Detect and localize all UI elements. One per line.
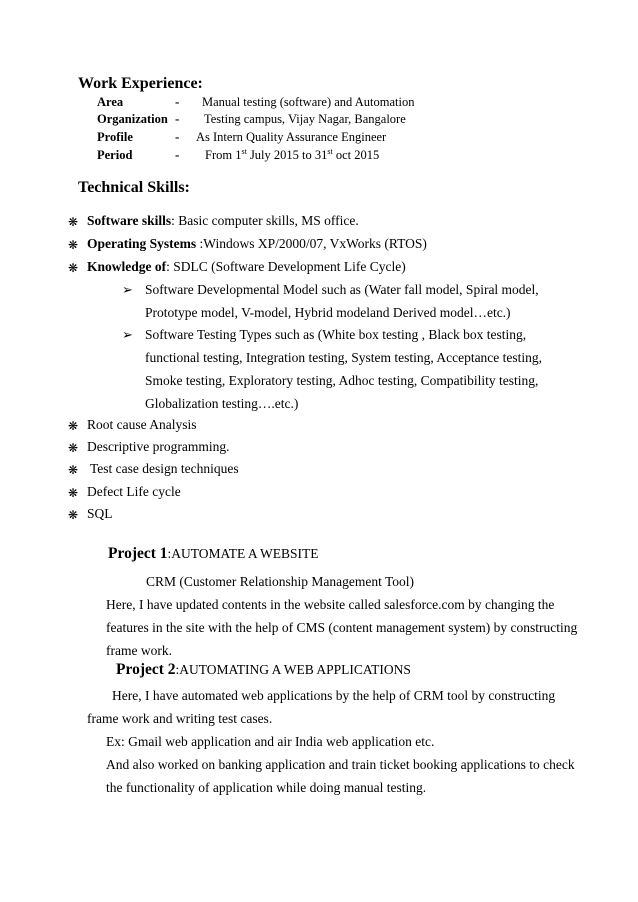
arrow-bullet-icon: ➢ bbox=[122, 327, 133, 342]
project-2-line: Ex: Gmail web application and air India web application etc. bbox=[106, 734, 435, 749]
dash: - bbox=[175, 129, 180, 144]
sub-item-line: Globalization testing….etc.) bbox=[145, 396, 299, 411]
area-value: Manual testing (software) and Automation bbox=[202, 95, 415, 109]
profile-label: Profile bbox=[97, 130, 133, 144]
bullet-star-icon: ❋ bbox=[68, 261, 79, 275]
technical-skills-heading: Technical Skills: bbox=[78, 179, 190, 196]
bullet-star-icon: ❋ bbox=[68, 441, 79, 455]
sub-item-line: functional testing, Integration testing, System testing, Acceptance testing, bbox=[145, 350, 543, 365]
project-2-heading: Project 2:AUTOMATING A WEB APPLICATIONS bbox=[116, 661, 411, 678]
organization-label: Organization bbox=[97, 112, 168, 126]
sub-item-line: Prototype model, V-model, Hybrid modeland Derived model…etc.) bbox=[145, 305, 511, 320]
bullet-star-icon: ❋ bbox=[68, 419, 79, 433]
skill-item: Defect Life cycle bbox=[87, 484, 181, 499]
skill-item: Root cause Analysis bbox=[87, 417, 197, 432]
sub-item-line: Smoke testing, Exploratory testing, Adhoc testing, Compatibility testing, bbox=[145, 373, 539, 388]
project-1-line: CRM (Customer Relationship Management Tool) bbox=[146, 574, 415, 589]
project-1-heading: Project 1:AUTOMATE A WEBSITE bbox=[108, 545, 319, 562]
period-label: Period bbox=[97, 148, 133, 162]
profile-value: As Intern Quality Assurance Engineer bbox=[196, 130, 387, 144]
dash: - bbox=[175, 111, 180, 126]
skill-item: SQL bbox=[87, 506, 113, 521]
project-1-line: frame work. bbox=[106, 643, 172, 658]
skill-item: Knowledge of: SDLC (Software Development Life Cycle) bbox=[87, 259, 406, 274]
area-label: Area bbox=[97, 95, 124, 109]
bullet-star-icon: ❋ bbox=[68, 508, 79, 522]
project-2-line: the functionality of application while doing manual testing. bbox=[106, 780, 427, 795]
bullet-star-icon: ❋ bbox=[68, 238, 79, 252]
project-1-line: Here, I have updated contents in the website called salesforce.com by changing the bbox=[106, 597, 555, 612]
project-2-line: And also worked on banking application and train ticket booking applications to check bbox=[106, 757, 575, 772]
project-1-line: features in the site with the help of CMS (content management system) by constructing bbox=[106, 620, 578, 635]
bullet-star-icon: ❋ bbox=[68, 486, 79, 500]
skill-item: Operating Systems :Windows XP/2000/07, VxWorks (RTOS) bbox=[87, 236, 427, 251]
bullet-star-icon: ❋ bbox=[68, 463, 79, 477]
skill-item: Software skills: Basic computer skills, MS office. bbox=[87, 213, 359, 228]
dash: - bbox=[175, 147, 180, 162]
period-value: From 1st July 2015 to 31st oct 2015 bbox=[205, 146, 380, 162]
bullet-star-icon: ❋ bbox=[68, 215, 79, 229]
project-2-line: frame work and writing test cases. bbox=[87, 711, 273, 726]
dash: - bbox=[175, 94, 180, 109]
work-experience-heading: Work Experience: bbox=[78, 75, 203, 92]
sub-item-line: Software Developmental Model such as (Water fall model, Spiral model, bbox=[145, 282, 539, 297]
skill-item: Descriptive programming. bbox=[87, 439, 230, 454]
skill-item: Test case design techniques bbox=[90, 461, 239, 476]
organization-value: Testing campus, Vijay Nagar, Bangalore bbox=[204, 112, 406, 126]
project-2-line: Here, I have automated web applications by the help of CRM tool by constructing bbox=[112, 688, 556, 703]
sub-item-line: Software Testing Types such as (White box testing , Black box testing, bbox=[145, 327, 527, 342]
arrow-bullet-icon: ➢ bbox=[122, 282, 133, 297]
